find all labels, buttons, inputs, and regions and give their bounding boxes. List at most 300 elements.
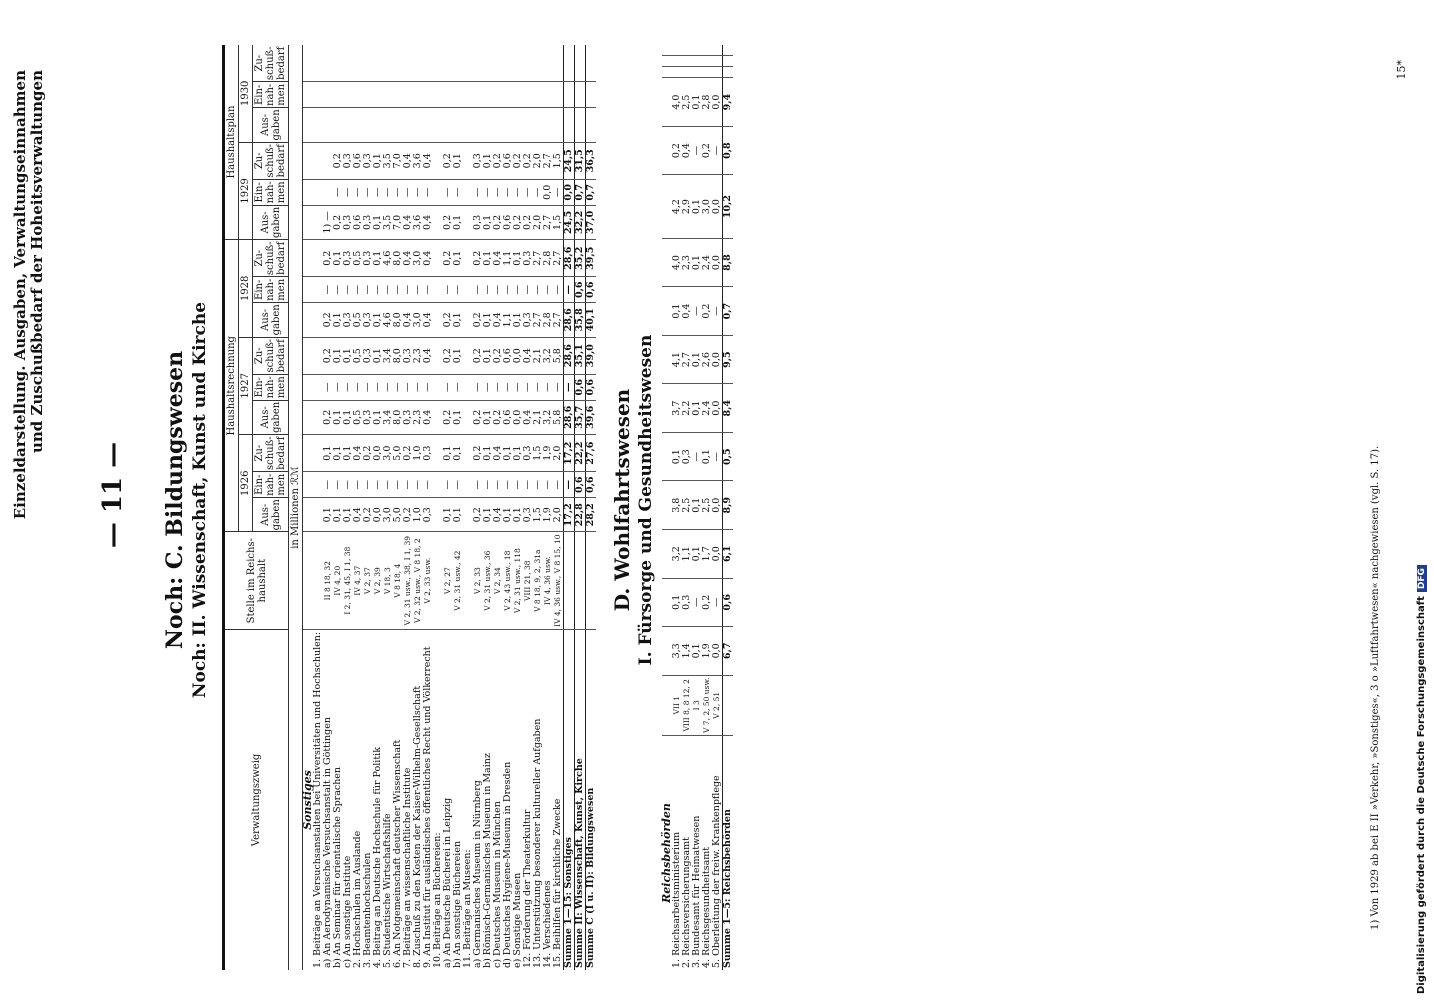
value-cell: 0,1 — [513, 240, 523, 277]
value-cell: — — [413, 179, 423, 205]
value-cell: 0,1 — [343, 337, 353, 374]
units-row: in Millionen ℛℳ — [289, 45, 303, 970]
value-cell: — — [373, 472, 383, 498]
value-cell: 2,7 — [543, 205, 553, 239]
value-cell: 24,5 — [564, 142, 575, 179]
row-label: b) Römisch-Germanisches Museum in Mainz — [482, 753, 493, 968]
value-cell: 0,3 — [682, 432, 692, 481]
value-cell — [313, 142, 323, 179]
value-cell: 39,0 — [586, 337, 597, 374]
value-cell: 0,2 — [523, 142, 533, 179]
value-cell: 0,1 — [453, 142, 463, 179]
value-cell — [303, 435, 314, 472]
value-cell: 0,2 — [443, 400, 453, 434]
value-cell: — — [443, 277, 453, 303]
value-cell: 2,7 — [553, 303, 564, 337]
value-cell: 3,2 — [672, 530, 682, 579]
row-stelle: V 2, 37 — [363, 532, 373, 629]
value-cell-empty — [363, 45, 373, 82]
group-plan: Haushaltsplan — [224, 45, 239, 240]
value-cell: — — [473, 374, 483, 400]
section-subtitle: Noch: II. Wissenschaft, Kunst und Kirche — [190, 301, 210, 699]
value-cell: 0,2 — [473, 400, 483, 434]
value-cell: 2,7 — [682, 335, 692, 384]
subcol-aus: Aus-gaben — [253, 303, 289, 337]
value-cell: — — [393, 179, 403, 205]
value-cell: 0,5 — [353, 240, 363, 277]
value-cell: 0,1 — [373, 142, 383, 179]
value-cell: 0,2 — [493, 205, 503, 239]
value-cell — [303, 277, 314, 303]
row-stelle: V 2, 34 — [493, 532, 503, 629]
row-label: a) Germanisches Museum in Nürnberg — [472, 780, 483, 968]
subcol-zu: Zu-schuß-bedarf — [254, 436, 287, 471]
value-cell-empty — [353, 45, 363, 82]
row-label: Reichsbehörden — [660, 803, 673, 903]
value-cell: 0,3 — [473, 205, 483, 239]
value-cell: — — [403, 472, 413, 498]
value-cell: — — [523, 277, 533, 303]
value-cell-empty — [702, 67, 712, 78]
row-stelle: IV 4, 36 usw., V 8 15, 10 — [553, 532, 564, 629]
running-head-line2: und Zuschußbedarf der Hoheitsverwaltungen — [28, 70, 46, 454]
value-cell: 0,1 — [672, 578, 682, 627]
value-cell: 0,0 — [543, 179, 553, 205]
subcol-aus: Aus-gaben — [253, 205, 289, 239]
value-cell: 1) — — [323, 205, 333, 239]
value-cell-empty — [513, 45, 523, 82]
value-cell: 2,3 — [413, 337, 423, 374]
row-label: a) An Deutsche Bücherei in Leipzig — [442, 797, 453, 968]
value-cell-empty — [533, 108, 543, 142]
value-cell: 3,2 — [543, 400, 553, 434]
value-cell-empty — [393, 82, 403, 108]
value-cell: 2,4 — [702, 238, 712, 287]
value-cell: 0,1 — [333, 337, 343, 374]
value-cell: 0,3 — [473, 142, 483, 179]
value-cell-empty — [662, 67, 672, 78]
value-cell: 0,2 — [473, 498, 483, 532]
value-cell: 0,1 — [503, 435, 513, 472]
value-cell: 0,8 — [723, 126, 734, 175]
value-cell: 0,2 — [493, 400, 503, 434]
value-cell: — — [393, 277, 403, 303]
value-cell: 0,4 — [353, 498, 363, 532]
table-row — [564, 45, 575, 970]
value-cell: — — [363, 472, 373, 498]
value-cell: 0,6 — [723, 578, 734, 627]
value-cell: — — [692, 126, 702, 175]
value-cell — [303, 142, 314, 179]
value-cell: — — [333, 472, 343, 498]
row-stelle: V 2, 51 — [712, 675, 723, 735]
value-cell: 3,2 — [543, 337, 553, 374]
row-label: 1. Reichsarbeitsministerium — [671, 831, 682, 968]
value-cell: 0,3 — [403, 337, 413, 374]
row-stelle — [433, 532, 443, 629]
value-cell: 0,4 — [682, 287, 692, 336]
value-cell: 0,0 — [373, 435, 383, 472]
value-cell: 36,3 — [586, 142, 597, 179]
value-cell: — — [543, 472, 553, 498]
value-cell: 0,2 — [493, 337, 503, 374]
value-cell-empty — [463, 82, 473, 108]
value-cell: 0,3 — [363, 142, 373, 179]
row-label: Summe 1—5: Reichsbehörden — [723, 736, 734, 971]
running-head — [12, 70, 46, 690]
year-1930: 1930 — [239, 45, 253, 142]
value-cell: — — [343, 374, 353, 400]
value-cell: 0,1 — [453, 337, 463, 374]
value-cell: 2,0 — [533, 142, 543, 179]
value-cell: — — [712, 578, 723, 627]
value-cell: 0,4 — [423, 205, 433, 239]
row-label: Summe II: Wissenschaft, Kunst, Kirche — [575, 629, 586, 970]
value-cell: 0,1 — [333, 240, 343, 277]
row-label: 5. Oberleitung der freiw. Krankenpflege — [711, 775, 722, 968]
value-cell: 0,1 — [333, 303, 343, 337]
value-cell: 0,1 — [453, 498, 463, 532]
value-cell-empty — [712, 45, 723, 55]
value-cell-empty — [453, 82, 463, 108]
row-stelle: II 8 18, 32 — [323, 532, 333, 629]
value-cell: — — [533, 277, 543, 303]
value-cell: 0,6 — [503, 142, 513, 179]
value-cell: 28,6 — [564, 240, 575, 277]
value-cell: 0,0 — [712, 384, 723, 433]
value-cell: 0,1 — [692, 481, 702, 530]
value-cell: 0,2 — [363, 435, 373, 472]
value-cell: — — [564, 374, 575, 400]
value-cell: — — [692, 432, 702, 481]
value-cell: 0,0 — [373, 498, 383, 532]
credit-text: Digitalisierung gefördert durch die Deutsche Forschungsgemeinschaft — [1416, 596, 1427, 994]
value-cell — [303, 303, 314, 337]
value-cell: 2,8 — [702, 78, 712, 127]
page-signature: 15* — [1395, 60, 1408, 80]
value-cell: 0,3 — [423, 498, 433, 532]
value-cell: 0,2 — [363, 498, 373, 532]
value-cell: 2,7 — [533, 240, 543, 277]
value-cell: 3,0 — [413, 240, 423, 277]
value-cell: 1,5 — [553, 142, 564, 179]
value-cell: 3,0 — [383, 435, 393, 472]
value-cell: 0,1 — [333, 435, 343, 472]
value-cell: 39,5 — [586, 240, 597, 277]
value-cell: 2,7 — [533, 303, 543, 337]
value-cell: 0,2 — [523, 205, 533, 239]
value-cell: 8,0 — [393, 240, 403, 277]
value-cell: — — [343, 179, 353, 205]
value-cell: 0,4 — [423, 303, 433, 337]
value-cell: 9,4 — [723, 78, 734, 127]
row-label: 6. An Notgemeinschaft deutscher Wissenschaft — [392, 739, 403, 968]
value-cell: 0,1 — [453, 303, 463, 337]
row-stelle — [564, 532, 575, 629]
value-cell: 8,0 — [393, 400, 403, 434]
row-stelle: V 2, 33 — [473, 532, 483, 629]
value-cell-empty — [712, 67, 723, 78]
value-cell: 5,0 — [393, 435, 403, 472]
value-cell: 5,0 — [393, 498, 403, 532]
value-cell: 32,2 — [575, 205, 586, 239]
value-cell-empty — [473, 82, 483, 108]
value-cell: 0,0 — [712, 481, 723, 530]
value-cell: — — [333, 179, 343, 205]
value-cell: 0,4 — [403, 303, 413, 337]
value-cell — [303, 498, 314, 532]
value-cell: 2,5 — [702, 481, 712, 530]
value-cell: — — [523, 472, 533, 498]
value-cell: 0,2 — [702, 126, 712, 175]
row-label: 4. Reichsgesundheitsamt — [701, 846, 712, 968]
value-cell: 0,1 — [373, 303, 383, 337]
value-cell: 0,1 — [483, 400, 493, 434]
value-cell-empty — [586, 82, 597, 108]
value-cell: 0,2 — [323, 400, 333, 434]
value-cell-empty — [333, 108, 343, 142]
value-cell: 1,9 — [543, 498, 553, 532]
value-cell-empty — [575, 45, 586, 82]
value-cell: — — [353, 374, 363, 400]
value-cell: 0,2 — [443, 337, 453, 374]
value-cell: 3,0 — [702, 175, 712, 238]
value-cell: — — [453, 472, 463, 498]
value-cell-empty — [423, 108, 433, 142]
section-d-subtitle: I. Fürsorge und Gesundheitswesen — [636, 334, 656, 666]
value-cell-empty — [662, 55, 672, 66]
value-cell: 0,6 — [353, 205, 363, 239]
value-cell: 0,2 — [333, 142, 343, 179]
value-cell: 0,4 — [493, 498, 503, 532]
value-cell-empty — [433, 108, 443, 142]
value-cell: — — [323, 472, 333, 498]
value-cell-empty — [453, 45, 463, 82]
value-cell-empty — [523, 108, 533, 142]
value-cell: 0,2 — [403, 498, 413, 532]
value-cell: 1,9 — [543, 435, 553, 472]
value-cell: 0,3 — [682, 578, 692, 627]
value-cell: 0,4 — [523, 400, 533, 434]
value-cell: 0,4 — [423, 240, 433, 277]
value-cell: 1,1 — [503, 303, 513, 337]
col-stelle: Stelle im Reichs-haushalt — [224, 532, 289, 629]
row-label: 8. Zuschuß zu den Kosten der Kaiser-Wilhelm-Gesellschaft — [412, 685, 423, 968]
year-1927: 1927 — [239, 337, 253, 434]
value-cell: 4,0 — [672, 238, 682, 287]
value-cell-empty — [313, 82, 323, 108]
value-cell-empty — [303, 108, 314, 142]
value-cell — [303, 205, 314, 239]
row-stelle — [586, 532, 597, 629]
value-cell: 0,4 — [403, 205, 413, 239]
value-cell: — — [712, 287, 723, 336]
row-label: 13. Unterstützung besonderer kultureller Aufgaben — [532, 718, 543, 968]
value-cell: 1,0 — [413, 435, 423, 472]
row-stelle: V 2, 43 usw., 18 — [503, 532, 513, 629]
value-cell: — — [533, 472, 543, 498]
value-cell: 31,5 — [575, 142, 586, 179]
value-cell-empty — [323, 82, 333, 108]
row-stelle: VII 1 — [672, 675, 682, 735]
value-cell: 4,6 — [383, 240, 393, 277]
value-cell: 0,1 — [483, 337, 493, 374]
credit-line — [1416, 0, 1427, 1000]
value-cell: 0,2 — [513, 142, 523, 179]
value-cell: 0,6 — [575, 374, 586, 400]
value-cell: 0,1 — [373, 400, 383, 434]
value-cell-empty — [413, 108, 423, 142]
table-row — [712, 45, 723, 970]
value-cell: 0,2 — [443, 142, 453, 179]
value-cell-empty — [523, 82, 533, 108]
row-stelle: VIII 21, 38 — [523, 532, 533, 629]
value-cell: 0,2 — [473, 435, 483, 472]
value-cell-empty — [723, 45, 734, 55]
row-label: 2. Reichsversicherungsamt — [681, 837, 692, 968]
row-label: 10. Beiträge an Büchereien: — [432, 832, 443, 968]
value-cell: 1,5 — [533, 435, 543, 472]
value-cell: 39,6 — [586, 400, 597, 434]
value-cell: 0,4 — [682, 126, 692, 175]
value-cell: 2,0 — [533, 205, 543, 239]
value-cell: 10,2 — [723, 175, 734, 238]
value-cell: — — [393, 374, 403, 400]
value-cell-empty — [564, 108, 575, 142]
value-cell: 0,4 — [523, 337, 533, 374]
value-cell: — — [363, 374, 373, 400]
table-row — [575, 45, 586, 970]
value-cell: 0,3 — [363, 240, 373, 277]
value-cell-empty — [586, 108, 597, 142]
value-cell: 0,6 — [503, 400, 513, 434]
value-cell: — — [483, 374, 493, 400]
value-cell-empty — [403, 82, 413, 108]
row-label: 2. Hochschulen im Auslande — [352, 830, 363, 968]
value-cell: 0,1 — [692, 384, 702, 433]
value-cell: — — [483, 277, 493, 303]
value-cell: 0,1 — [483, 435, 493, 472]
value-cell: 0,5 — [353, 337, 363, 374]
row-stelle: V 7, 2, 50 usw. — [702, 675, 712, 735]
value-cell: 0,3 — [523, 240, 533, 277]
value-cell: 28,6 — [564, 303, 575, 337]
budget-table-d — [662, 45, 733, 970]
value-cell: 3,5 — [383, 205, 393, 239]
value-cell: — — [533, 374, 543, 400]
value-cell: — — [513, 277, 523, 303]
value-cell-empty — [553, 82, 564, 108]
value-cell-empty — [313, 45, 323, 82]
value-cell-empty — [493, 45, 503, 82]
value-cell-empty — [682, 67, 692, 78]
value-cell: — — [413, 472, 423, 498]
value-cell: 0,3 — [343, 142, 353, 179]
value-cell: 0,1 — [692, 238, 702, 287]
value-cell: — — [473, 179, 483, 205]
value-cell: — — [513, 374, 523, 400]
value-cell-empty — [333, 45, 343, 82]
value-cell: 0,6 — [586, 472, 597, 498]
value-cell: 0,6 — [575, 472, 586, 498]
value-cell: 0,3 — [343, 240, 353, 277]
running-head-line1: Einzeldarstellung. Ausgaben, Verwaltungseinnahmen — [11, 70, 29, 520]
value-cell: 0,1 — [483, 303, 493, 337]
value-cell: 3,6 — [413, 142, 423, 179]
row-label: d) Deutsches Hygiene-Museum in Dresden — [502, 761, 513, 968]
value-cell: 0,1 — [373, 337, 383, 374]
table-row — [423, 45, 433, 970]
value-cell-empty — [423, 45, 433, 82]
footnote: 1) Von 1929 ab bei E II »Verkehr, »Sonstiges«, 3 o »Luftfahrtwesen« nachgewiesen (vgl. S. 17). — [1370, 445, 1381, 930]
section-title: Noch: C. Bildungswesen — [162, 350, 188, 650]
value-cell-empty — [672, 67, 682, 78]
value-cell-empty — [692, 45, 702, 55]
value-cell: 8,9 — [723, 481, 734, 530]
value-cell: 2,9 — [682, 175, 692, 238]
value-cell-empty — [443, 108, 453, 142]
value-cell: 0,2 — [493, 142, 503, 179]
value-cell: 0,1 — [702, 432, 712, 481]
value-cell: 0,0 — [513, 400, 523, 434]
value-cell: — — [513, 179, 523, 205]
value-cell: 0,1 — [333, 400, 343, 434]
row-stelle: I 3 — [692, 675, 702, 735]
value-cell: — — [503, 277, 513, 303]
row-label: Sonstiges — [301, 770, 314, 830]
value-cell: 3,0 — [383, 498, 393, 532]
value-cell: 0,1 — [513, 498, 523, 532]
value-cell: 0,1 — [483, 142, 493, 179]
row-label: 1. Beiträge an Versuchsanstalten bei Universitäten und Hochschulen: — [312, 631, 323, 968]
value-cell: — — [363, 179, 373, 205]
value-cell-empty — [383, 45, 393, 82]
dfg-logo: DFG — [1417, 565, 1427, 592]
value-cell: — — [403, 277, 413, 303]
row-stelle — [662, 675, 672, 735]
subcol-ein: Ein-nah-men — [254, 181, 287, 204]
value-cell: 0,0 — [712, 238, 723, 287]
value-cell: 35,7 — [575, 400, 586, 434]
value-cell: 3,5 — [383, 142, 393, 179]
value-cell-empty — [473, 108, 483, 142]
row-label: 4. Beitrag an Deutsche Hochschule für Politik — [372, 747, 383, 968]
value-cell-empty — [343, 82, 353, 108]
row-label: Summe 1—15: Sonstiges — [564, 629, 575, 970]
value-cell: 0,7 — [586, 179, 597, 205]
value-cell-empty — [553, 45, 564, 82]
value-cell-empty — [503, 108, 513, 142]
value-cell: — — [373, 179, 383, 205]
value-cell: 0,1 — [483, 240, 493, 277]
value-cell: — — [373, 277, 383, 303]
row-stelle: V 2, 33 usw. — [423, 532, 433, 629]
value-cell-empty — [353, 108, 363, 142]
value-cell: 7,0 — [393, 205, 403, 239]
value-cell: 0,1 — [453, 240, 463, 277]
value-cell: 0,3 — [403, 400, 413, 434]
value-cell: — — [692, 287, 702, 336]
value-cell: — — [423, 472, 433, 498]
value-cell: 0,3 — [363, 400, 373, 434]
value-cell: — — [393, 472, 403, 498]
value-cell-empty — [363, 82, 373, 108]
value-cell: 0,0 — [712, 335, 723, 384]
row-stelle: V 18, 3 — [383, 532, 393, 629]
value-cell: 40,1 — [586, 303, 597, 337]
value-cell: — — [473, 277, 483, 303]
value-cell: — — [503, 179, 513, 205]
